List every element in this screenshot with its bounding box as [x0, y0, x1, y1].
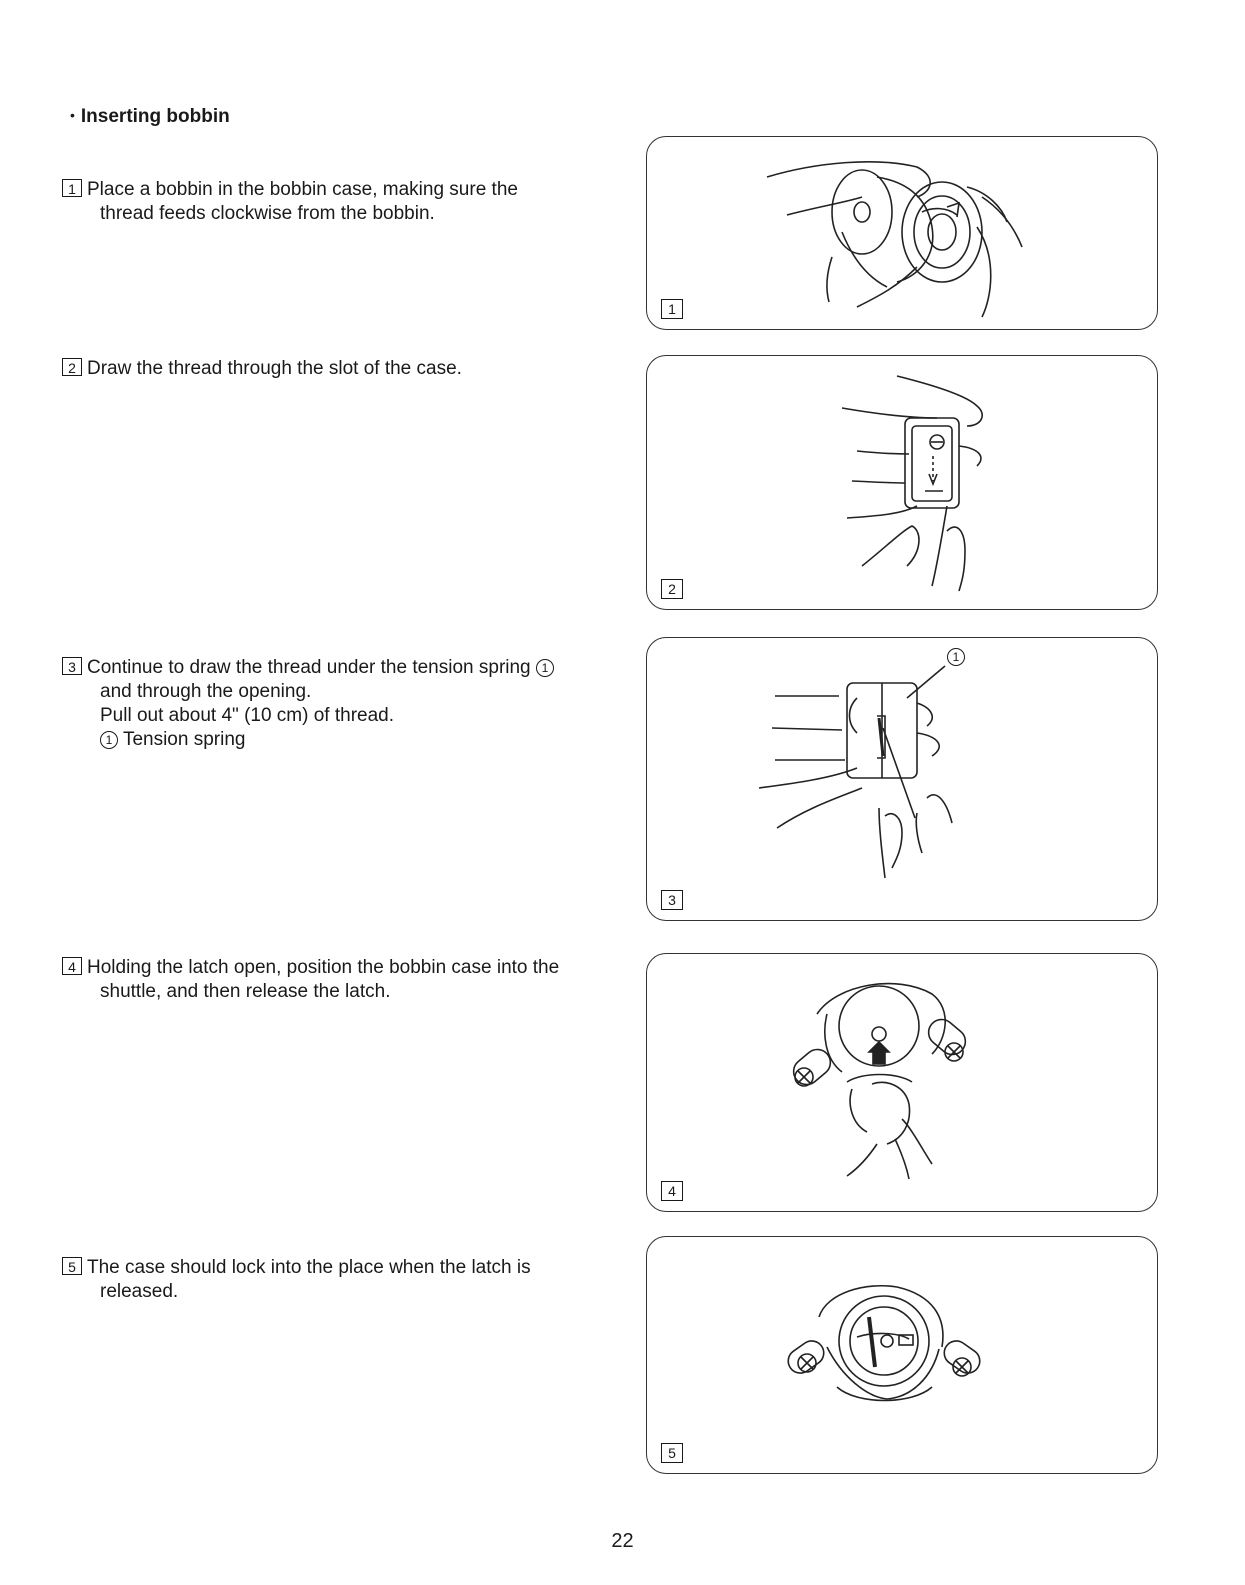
figure-3-tension-spring-callout: 1 [947, 648, 965, 666]
figure-5-panel [646, 1236, 1158, 1474]
step-4-line-1: Holding the latch open, position the bobbin case into the [87, 957, 560, 978]
heading-text: Inserting bobbin [80, 106, 230, 127]
tension-spring-callout-marker: 1 [536, 659, 554, 677]
case-locked-in-place-illustration [647, 1237, 1157, 1473]
figure-4-label: 4 [661, 1181, 683, 1201]
step-3-legend [62, 728, 617, 752]
figure-4-panel [646, 953, 1158, 1212]
step-number-box: 5 [62, 1257, 82, 1275]
step-number-box: 3 [62, 657, 82, 675]
step-1-line-1: Place a bobbin in the bobbin case, making sure the [87, 179, 518, 200]
step-3-line-3: Pull out about 4" (10 cm) of thread. [100, 705, 395, 726]
step-number-box: 4 [62, 957, 82, 975]
step-3-line-2: and through the opening. [100, 681, 312, 702]
step-4-line-2: shuttle, and then release the latch. [100, 981, 391, 1002]
step-number-box: 1 [62, 179, 82, 197]
figure-3-label: 3 [661, 890, 683, 910]
step-5-line-2: released. [100, 1281, 179, 1302]
step-1-line-2: thread feeds clockwise from the bobbin. [100, 203, 435, 224]
insert-case-into-shuttle-illustration [647, 954, 1157, 1211]
page-number: 22 [611, 1530, 634, 1552]
step-5-line-1: The case should lock into the place when the latch is [87, 1257, 531, 1278]
figure-3-panel [646, 637, 1158, 921]
thread-through-slot-illustration [647, 356, 1157, 609]
step-number-box: 2 [62, 358, 82, 376]
figure-1-label: 1 [661, 299, 683, 319]
section-heading [70, 106, 230, 128]
legend-text: Tension spring [122, 729, 246, 750]
heading-bullet: • [70, 107, 75, 123]
figure-1-panel [646, 136, 1158, 330]
step-5-text [62, 1256, 617, 1304]
step-4-text [62, 956, 617, 1004]
step-2-text [62, 357, 617, 381]
step-3-line-1: Continue to draw the thread under the tension spring [87, 657, 531, 678]
step-3-text [62, 656, 617, 752]
figure-2-label: 2 [661, 579, 683, 599]
tension-spring-illustration [647, 638, 1157, 920]
step-1-text [62, 178, 617, 226]
figure-5-label: 5 [661, 1443, 683, 1463]
bobbin-in-case-illustration [647, 137, 1157, 329]
step-2-line-1: Draw the thread through the slot of the case. [87, 358, 462, 379]
figure-2-panel [646, 355, 1158, 610]
legend-marker: 1 [100, 731, 118, 749]
